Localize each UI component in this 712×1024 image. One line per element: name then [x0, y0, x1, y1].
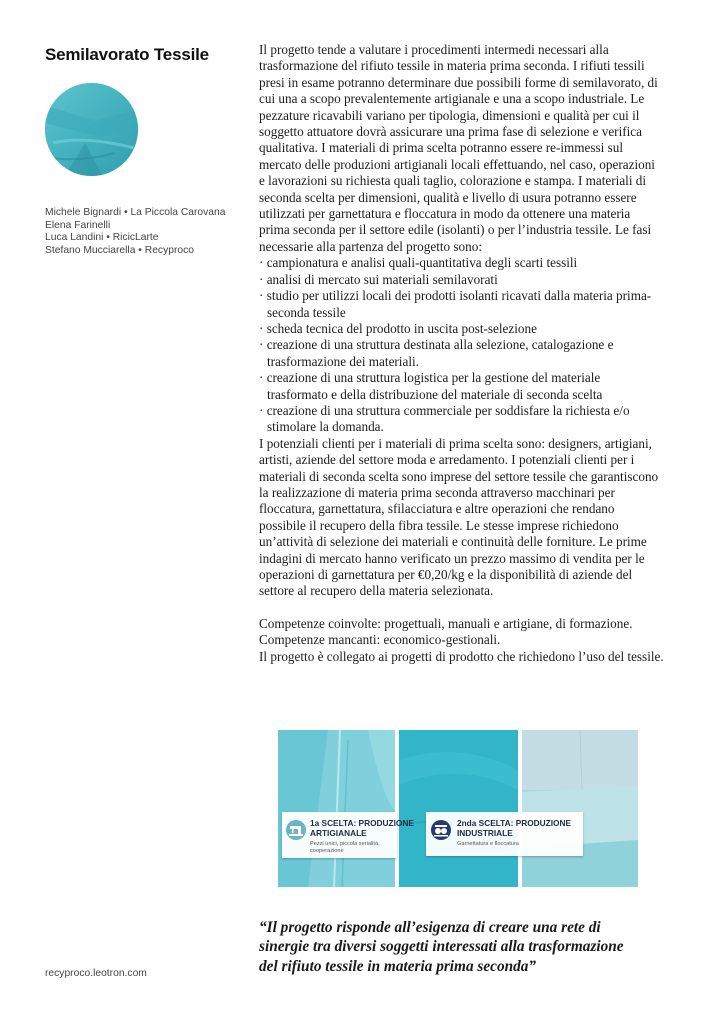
fabric-photo-avatar	[45, 83, 138, 176]
industrial-machine-icon	[431, 820, 451, 840]
clients-paragraph: I potenziali clienti per i materiali di prima scelta sono: designers, artigiani, artisti, aziende del settore moda e arredamento. I potenziali clienti per i materiali di seconda scelta sono imprese del settore tessile che garantiscono la realizzazione di materia prima seconda attraverso macchinari per floccatura, garnettatura, sfilacciatura e altre operazioni che rendano possibile il recupero della fibra tessile. Le stesse imprese richiedono un’attività di selezione dei materiali e continuità delle forniture. Le prime indagini di mercato hanno verificato un prezzo massimo di vendita per le operazioni di garnettatura per €0,20/kg e la disponibilità di aziende del settore al recupero della materia selezionata.	[259, 435, 659, 599]
author-line: Luca Landini • RicicLarte	[45, 232, 159, 244]
phase-item: · studio per utilizzi locali dei prodotti isolanti ricavati dalla materia prima-seconda tessile	[259, 288, 652, 320]
first-choice-sub-line2: cooperazione	[310, 848, 344, 854]
second-choice-sub-line1: Garnettatura e floccatura	[457, 841, 519, 847]
first-choice-title-line1: 1a SCELTA: PRODUZIONE	[310, 818, 414, 828]
quote-line: “Il progetto risponde all’esigenza di creare una rete di	[259, 919, 601, 936]
first-choice-sub-line1: Pezzi unici, piccola serialità,	[310, 841, 380, 847]
author-line: Elena Farinelli	[45, 219, 111, 231]
quote-line: del rifiuto tessile in materia prima seconda”	[259, 957, 537, 975]
phase-item: · creazione di una struttura logistica per la gestione del materiale trasformato e della distribuzione del materiale di seconda scelta	[259, 370, 603, 402]
fabric-photo-second-choice-b	[522, 730, 638, 887]
intro-paragraph: Il progetto tende a valutare i procedimenti intermedi necessari alla trasformazione del rifiuto tessile in materia prima seconda. I rifiuti tessili presi in esame potranno determinare due possibili forme di semilavorato, di cui una a scopo prevalentemente artigianale e una a scopo industriale. Le pezzature ricavabili variano per tipologia, dimensioni e qualità per cui il soggetto attuatore dovrà assicurare una prima fase di selezione e verifica qualitativa. I materiali di prima scelta potranno essere re-immessi sul mercato delle produzioni artigianali locali effettuando, nel caso, operazioni e lavorazioni su richiesta quali taglio, colorazione e stampa. I materiali di seconda scelta per dimensioni, qualità e livello di usura potranno essere utilizzati per garnettatura e floccatura in modo da ottenere una materia prima seconda per il settore edile (isolanti) o per l’industria tessile. Le fasi necessarie alla partenza del progetto sono:	[259, 42, 658, 254]
competenze-mancanti: Competenze mancanti: economico-gestionali.	[259, 632, 501, 648]
first-choice-title-line2: ARTIGIANALE	[310, 828, 367, 838]
phase-item: · creazione di una struttura commerciale per soddisfare la richiesta e/o stimolare la domanda.	[259, 402, 630, 435]
phase-item: · campionatura e analisi quali-quantitativa degli scarti tessili	[259, 255, 578, 271]
authors-list	[45, 207, 225, 257]
body-text	[259, 42, 664, 665]
pull-quote	[259, 918, 679, 976]
second-choice-title-line1: 2nda SCELTA: PRODUZIONE	[457, 818, 572, 828]
page-title: Semilavorato Tessile	[45, 45, 209, 64]
author-line: Stefano Mucciarella • Recyproco	[45, 244, 194, 256]
author-line: Michele Bignardi • La Piccola Carovana	[45, 207, 226, 218]
fabric-photo-second-choice-a	[399, 730, 518, 887]
fabric-photo-first-choice	[278, 730, 395, 887]
second-choice-title-line2: INDUSTRIALE	[457, 828, 513, 838]
collegamento-paragraph: Il progetto è collegato ai progetti di prodotto che richiedono l’uso del tessile.	[259, 648, 664, 664]
fabric-choice-figure	[278, 730, 638, 887]
sewing-machine-icon	[286, 820, 306, 840]
second-choice-label	[426, 812, 583, 856]
first-choice-label	[282, 812, 414, 858]
website-url: recyproco.leotron.com	[45, 968, 147, 979]
phase-item: · analisi di mercato sui materiali semilavorati	[259, 271, 498, 287]
competenze-coinvolte: Competenze coinvolte: progettuali, manuali e artigiane, di formazione.	[259, 615, 633, 631]
phase-item: · creazione di una struttura destinata alla selezione, catalogazione e trasformazione dei materiali.	[259, 337, 614, 369]
quote-line: sinergie tra diversi soggetti interessati alla trasformazione	[259, 938, 624, 956]
phase-item: · scheda tecnica del prodotto in uscita post-selezione	[259, 320, 537, 336]
